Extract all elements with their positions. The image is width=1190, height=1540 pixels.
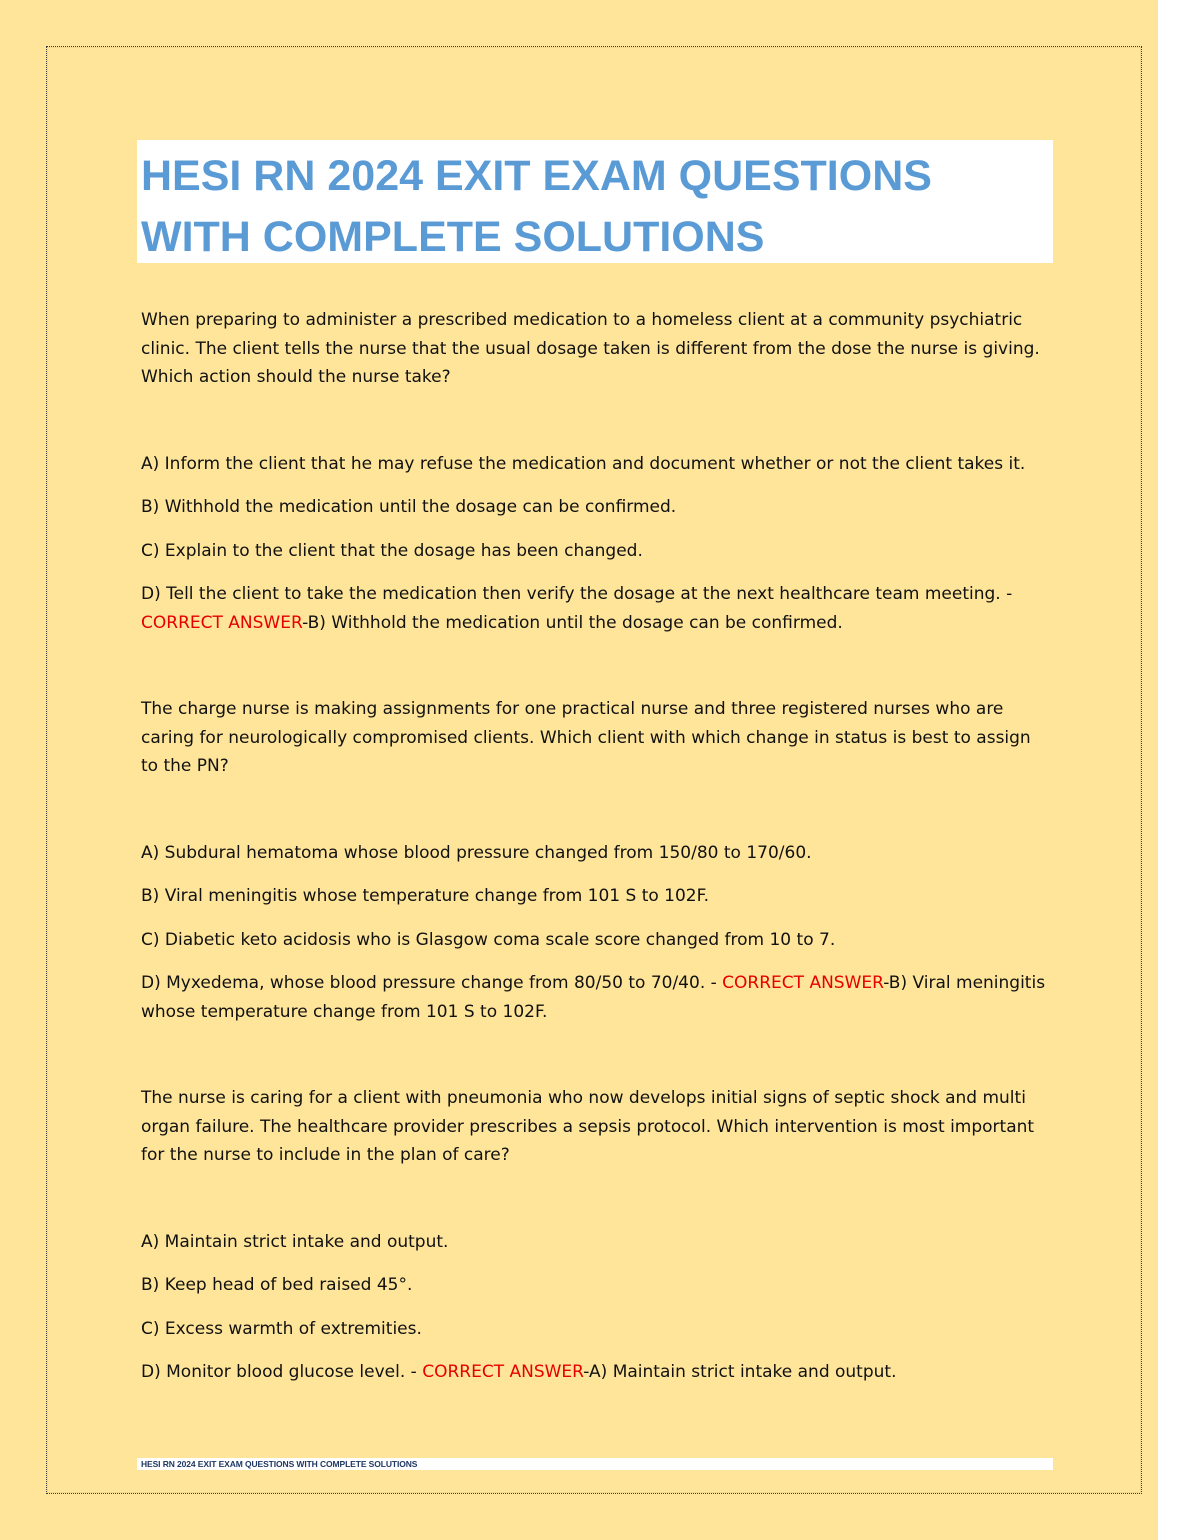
correct-answer-text: -A) Maintain strict intake and output. [583,1362,897,1382]
answer-option: C) Explain to the client that the dosage has been changed. [141,540,643,561]
answer-option: B) Viral meningitis whose temperature change from 101 S to 102F. [141,886,710,906]
correct-answer-text: -B) Viral meningitis whose temperature change from 101 S to 102F. [141,973,1046,1022]
answer-option: B) Withhold the medication until the dosage can be confirmed. [141,497,677,517]
answer-option: D) Myxedema, whose blood pressure change from 80/50 to 70/40. - [141,973,717,993]
page-footer: HESI RN 2024 EXIT EXAM QUESTIONS WITH COMPLETE SOLUTIONS [141,1459,418,1469]
question-text: When preparing to administer a prescribed medication to a homeless client at a community psychiatric clinic. The client tells the nurse that the usual dosage taken is different from the dose the nurse is giving. Which action should the nurse take? [141,310,1040,387]
answer-option: C) Diabetic keto acidosis who is Glasgow coma scale score changed from 10 to 7. [141,929,836,950]
correct-answer-label: CORRECT ANSWER [422,1362,584,1382]
correct-answer-label: CORRECT ANSWER [141,612,303,633]
correct-answer-label: CORRECT ANSWER [722,973,884,993]
answer-option: B) Keep head of bed raised 45°. [141,1275,413,1295]
answer-option: C) Excess warmth of extremities. [141,1318,422,1339]
answer-option-with-solution [141,969,1053,1026]
correct-answer-text: -B) Withhold the medication until the dosage can be confirmed. [302,612,843,633]
answer-option: A) Subdural hematoma whose blood pressure changed from 150/80 to 170/60. [141,842,812,863]
answer-option-with-solution [141,580,1053,637]
answer-option: A) Maintain strict intake and output. [141,1231,449,1252]
answer-option: D) Tell the client to take the medication then verify the dosage at the next healthcare team meeting. - [141,584,1013,604]
question-text: The nurse is caring for a client with pneumonia who now develops initial signs of septic shock and multi organ failure. The healthcare provider prescribes a sepsis protocol. Which intervention is most important for the nurse to include in the plan of care? [141,1088,1035,1165]
document-body [141,306,1053,1402]
question-text: The charge nurse is making assignments for one practical nurse and three registered nurses who are caring for neurologically compromised clients. Which client with which change in status is best to assign to the PN? [141,699,1031,776]
title-line-2: WITH COMPLETE SOLUTIONS [141,213,765,261]
page-title [141,146,1041,268]
answer-option-with-solution [141,1358,1053,1387]
answer-option: A) Inform the client that he may refuse the medication and document whether or not the client takes it. [141,453,1026,474]
title-line-1: HESI RN 2024 EXIT EXAM QUESTIONS [141,152,932,200]
answer-option: D) Monitor blood glucose level. - [141,1362,417,1382]
